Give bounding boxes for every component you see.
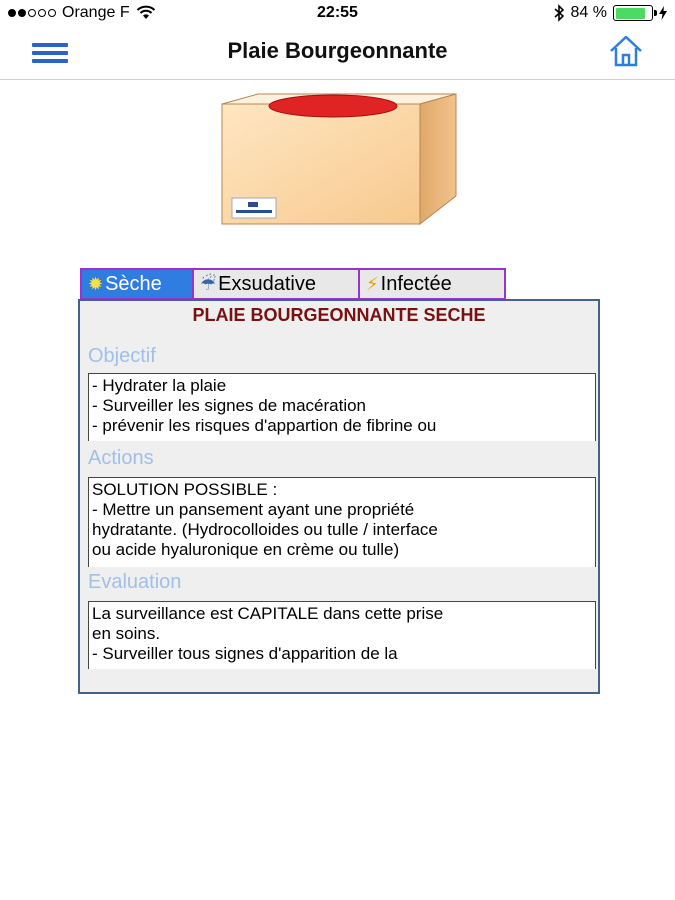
home-button[interactable] bbox=[607, 34, 645, 70]
charging-icon bbox=[659, 6, 667, 20]
status-right bbox=[553, 4, 667, 22]
tab-label: Exsudative bbox=[218, 272, 316, 295]
text-line: ou acide hyaluronique en crème ou tulle) bbox=[92, 540, 400, 559]
evaluation-text[interactable] bbox=[88, 601, 596, 669]
battery-percent: 84 % bbox=[570, 4, 607, 21]
panel-title: PLAIE BOURGEONNANTE SECHE bbox=[192, 305, 486, 325]
bluetooth-icon bbox=[553, 4, 565, 22]
text-line: - Hydrater la plaie bbox=[92, 376, 227, 395]
tab-infectee[interactable] bbox=[360, 268, 506, 300]
objectif-heading: Objectif bbox=[88, 345, 156, 367]
text-line: hydratante. (Hydrocolloides ou tulle / interface bbox=[92, 520, 438, 539]
actions-heading: Actions bbox=[88, 447, 154, 469]
text-line: - Surveiller les signes de macération bbox=[92, 396, 367, 415]
battery-fill bbox=[616, 8, 645, 19]
actions-text[interactable] bbox=[88, 477, 596, 567]
text-line: SOLUTION POSSIBLE : bbox=[92, 480, 278, 499]
nav-bar bbox=[0, 26, 675, 80]
rain-cloud-icon: ☔ bbox=[200, 273, 217, 294]
status-bar bbox=[0, 0, 675, 26]
battery-icon bbox=[613, 5, 653, 21]
objectif-text[interactable] bbox=[88, 373, 596, 441]
evaluation-heading: Evaluation bbox=[88, 571, 182, 593]
text-line: - prévenir les risques d'appartion de fibrine ou bbox=[92, 416, 437, 435]
content-panel bbox=[78, 299, 600, 694]
carrier-label: Orange F bbox=[62, 4, 130, 21]
wound-type-tabs bbox=[80, 268, 506, 300]
text-line: en soins. bbox=[92, 624, 161, 643]
text-line: - Mettre un pansement ayant une propriété bbox=[92, 500, 415, 519]
tab-label: Infectée bbox=[380, 272, 452, 295]
wound-box-illustration bbox=[218, 92, 462, 228]
lightning-icon: ⚡ bbox=[366, 273, 379, 294]
tab-seche[interactable] bbox=[80, 268, 194, 300]
page-title: Plaie Bourgeonnante bbox=[227, 38, 448, 63]
text-line: - Surveiller tous signes d'apparition de la bbox=[92, 644, 398, 663]
tab-exsudative[interactable] bbox=[194, 268, 360, 300]
status-time: 22:55 bbox=[317, 4, 358, 21]
home-icon bbox=[608, 34, 644, 68]
sun-icon: ✹ bbox=[88, 273, 104, 294]
tab-label: Sèche bbox=[105, 272, 162, 295]
text-line: La surveillance est CAPITALE dans cette prise bbox=[92, 604, 444, 623]
